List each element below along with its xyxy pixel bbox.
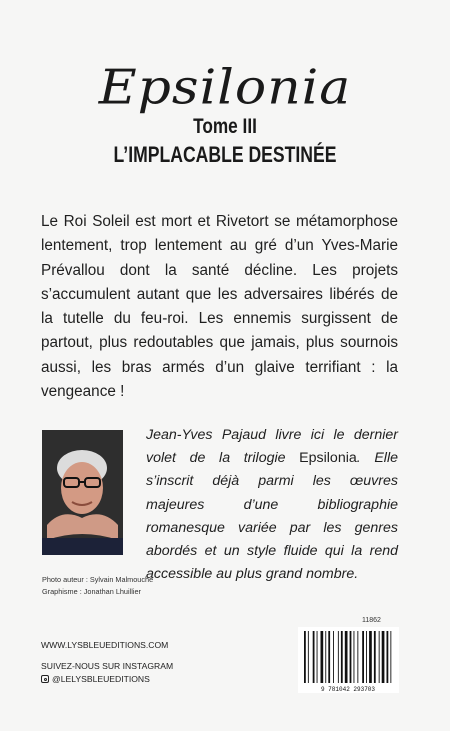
barcode-bar [341, 631, 343, 683]
barcode-bar [308, 631, 309, 683]
publisher-website: WWW.LYSBLEUEDITIONS.COM [41, 640, 169, 650]
isbn-barcode [298, 627, 399, 693]
series-title: Epsilonia [98, 60, 352, 116]
barcode-bar [374, 631, 376, 683]
barcode-bar [366, 631, 367, 683]
barcode-bar [387, 631, 389, 683]
barcode-bar [328, 631, 330, 683]
book-subtitle: L’IMPLACABLE DESTINÉE [113, 142, 337, 167]
bio-series-title: Epsilonia [299, 450, 357, 467]
barcode-bar [317, 631, 318, 683]
instagram-icon [41, 675, 49, 683]
credits [42, 574, 153, 597]
author-photo [42, 430, 123, 555]
instagram-handle: @LELYSBLEUEDITIONS [52, 674, 150, 684]
barcode-bar [304, 631, 306, 683]
barcode-bar [350, 631, 352, 683]
barcode-bar [325, 631, 326, 683]
product-code: 11862 [362, 617, 381, 624]
barcode-bar [338, 631, 339, 683]
barcode-bar [369, 631, 372, 683]
bio-part-1: Jean-Yves Pajaud livre ici le dernier volet de la trilogie [146, 427, 398, 467]
barcode-bar [321, 631, 324, 683]
author-portrait-image [42, 430, 123, 555]
bio-part-2: . Elle s’inscrit déjà parmi les œuvres majeures d’une bibliographie romanesque variée par les genres abordés et un style fluide qui la rend accessible au plus grand nombre. [146, 450, 398, 583]
barcode-icon [298, 627, 399, 693]
barcode-bar [357, 631, 358, 683]
instagram-follow-text: SUIVEZ-NOUS SUR INSTAGRAM [41, 661, 174, 671]
barcode-bar [362, 631, 364, 683]
barcode-digits: 9 781042 293703 [320, 686, 376, 693]
barcode-bar [345, 631, 348, 683]
barcode-bar [379, 631, 380, 683]
photo-credit: Photo auteur : Sylvain Malmouche [42, 575, 154, 584]
instagram-handle-row [41, 674, 150, 684]
barcode-bar [354, 631, 355, 683]
barcode-bar [390, 631, 391, 683]
cover-header [0, 0, 450, 180]
book-blurb: Le Roi Soleil est mort et Rivetort se métamorphose lentement, trop lentement au gré d’un Yves-Marie Prévallou dont la santé décline. Les projets s’accumulent autant que les adversaires libérés de la tutelle du feu-roi. Les ennemis surgissent de partout, plus redoutables que jamais, plus sournois aussi, les bras armés d’un glaive terrifiant : la vengeance ! [41, 213, 398, 401]
tome-label: Tome III [193, 115, 257, 138]
barcode-bar [333, 631, 334, 683]
barcode-bar [313, 631, 315, 683]
design-credit: Graphisme : Jonathan Lhuillier [42, 586, 141, 596]
author-bio [146, 424, 398, 586]
barcode-bar [382, 631, 385, 683]
